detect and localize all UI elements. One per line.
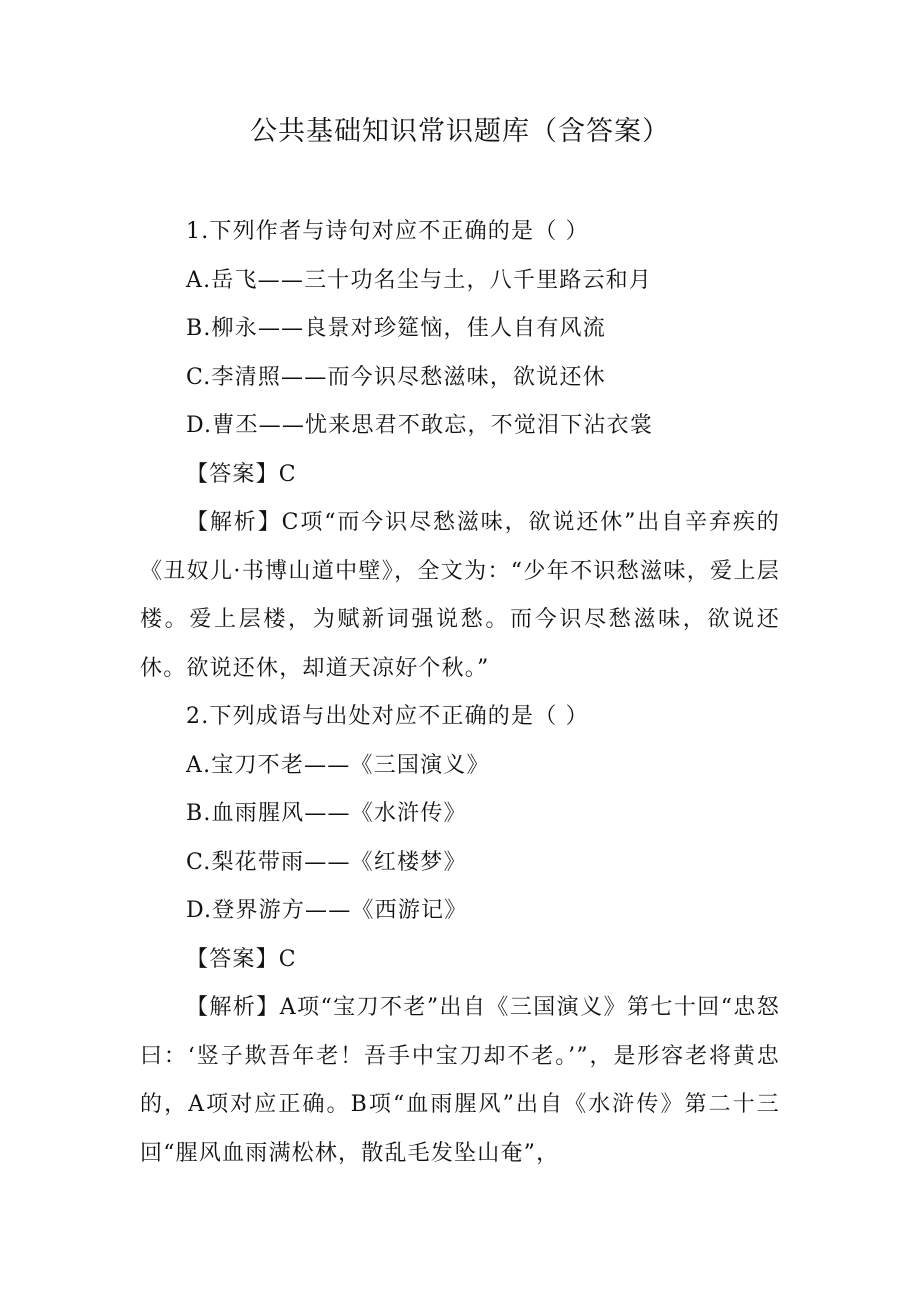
question-2-option-c: C.梨花带雨——《红楼梦》	[186, 849, 467, 875]
question-2-answer: 【答案】C	[186, 946, 297, 972]
question-1-option-d: D.曹丕——忧来思君不敢忘，不觉泪下沾衣裳	[186, 413, 654, 438]
question-1-analysis: 【解析】C项“而今识尽愁滋味，欲说还休”出自辛弃疾的《丑奴儿·书博山道中壁》，全文为：“少年不识愁滋味，爱上层楼。爱上层楼，为赋新词强说愁。而今识尽愁滋味，欲说还休。欲说还休，却道天凉好个秋。”	[140, 510, 780, 681]
question-2-option-a: A.宝刀不老——《三国演义》	[186, 752, 490, 778]
document-body	[140, 208, 780, 1178]
question-1-answer: 【答案】C	[186, 461, 297, 487]
question-2-analysis: 【解析】A项“宝刀不老”出自《三国演义》第七十回“忠怒曰：‘竖子欺吾年老！吾手中宝刀却不老。’”，是形容老将黄忠的，A项对应正确。B项“血雨腥风”出自《水浒传》第二十三回“腥风血雨满松林，散乱毛发坠山奄”，	[140, 995, 780, 1166]
question-2-stem: 2.下列成语与出处对应不正确的是（ ）	[186, 704, 589, 729]
question-2-option-b: B.血雨腥风——《水浒传》	[186, 801, 467, 826]
question-1-option-b: B.柳永——良景对珍筵恼，佳人自有风流	[186, 316, 606, 341]
document-title: 公共基础知识常识题库（含答案）	[250, 116, 670, 147]
question-1-option-c: C.李清照——而今识尽愁滋味，欲说还休	[186, 364, 606, 390]
question-1-option-a: A.岳飞——三十功名尘与土，八千里路云和月	[186, 267, 653, 293]
question-2-option-d: D.登界游方——《西游记》	[186, 898, 468, 923]
question-1-stem: 1.下列作者与诗句对应不正确的是（ ）	[186, 219, 589, 244]
